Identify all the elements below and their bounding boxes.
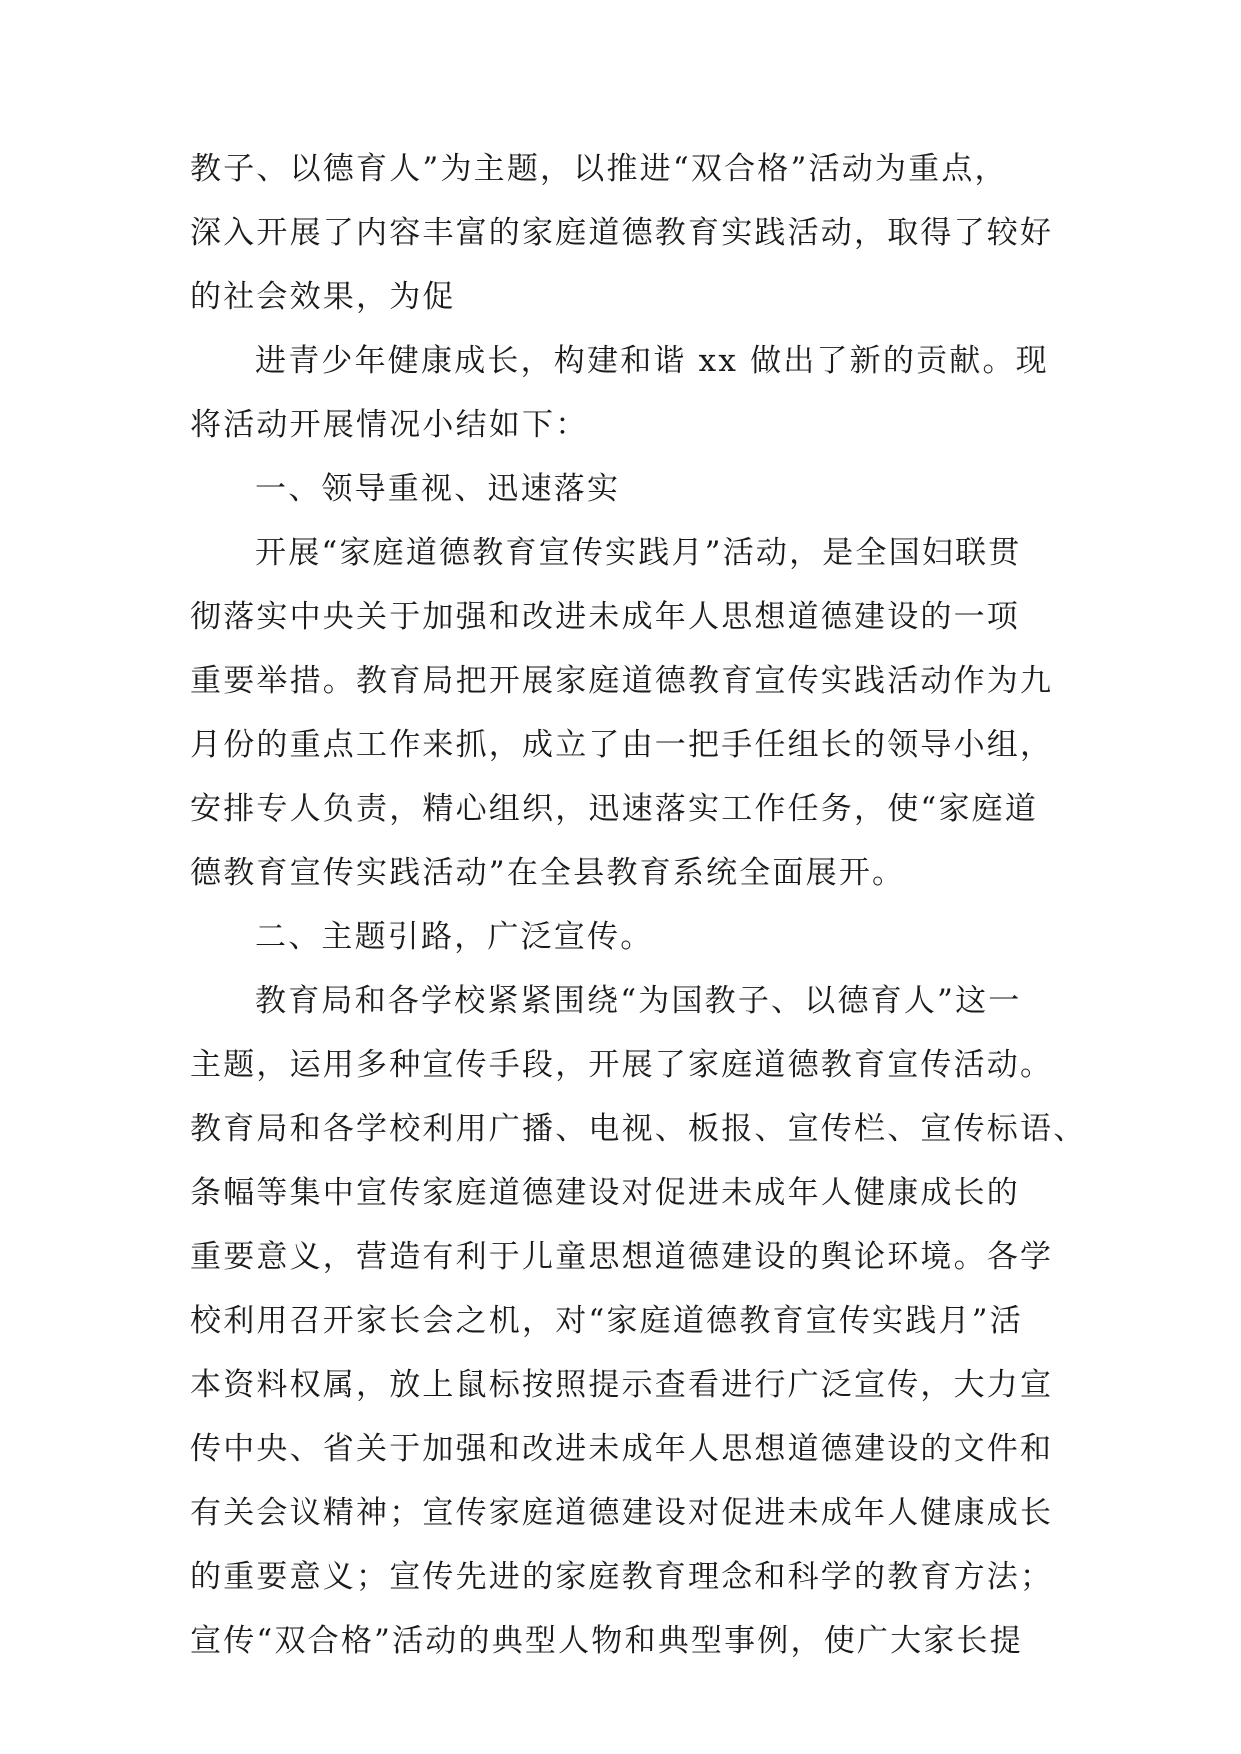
text-line: 传中央、省关于加强和改进未成年人思想道德建设的文件和 — [190, 1431, 1054, 1467]
text-line: 深入开展了内容丰富的家庭道德教育实践活动，取得了较好 — [190, 215, 1054, 251]
text-line: 重要举措。教育局把开展家庭道德教育宣传实践活动作为九 — [190, 663, 1054, 699]
text-line: 将活动开展情况小结如下： — [190, 407, 589, 443]
text-line: 教育局和各学校紧紧围绕“为国教子、以德育人”这一 — [255, 983, 1022, 1019]
section-heading: 二、主题引路，广泛宣传。 — [255, 919, 654, 955]
section-heading: 一、领导重视、迅速落实 — [255, 471, 621, 507]
text-line: 安排专人负责，精心组织，迅速落实工作任务，使“家庭道 — [190, 791, 1039, 827]
text-line: 德教育宣传实践活动”在全县教育系统全面展开。 — [190, 855, 906, 891]
text-line: 重要意义，营造有利于儿童思想道德建设的舆论环境。各学 — [190, 1239, 1054, 1275]
text-line: 的社会效果，为促 — [190, 279, 456, 315]
text-line: 教育局和各学校利用广播、电视、板报、宣传栏、宣传标语、 — [190, 1111, 1087, 1147]
text-line: 月份的重点工作来抓，成立了由一把手任组长的领导小组， — [190, 727, 1054, 763]
text-line: 教子、以德育人”为主题，以推进“双合格”活动为重点， — [190, 151, 1008, 187]
text-line: 彻落实中央关于加强和改进未成年人思想道德建设的一项 — [190, 599, 1020, 635]
text-line: 校利用召开家长会之机，对“家庭道德教育宣传实践月”活 — [190, 1303, 1023, 1339]
text-line: 宣传“双合格”活动的典型人物和典型事例，使广大家长提 — [190, 1623, 1023, 1659]
text-line: 条幅等集中宣传家庭道德建设对促进未成年人健康成长的 — [190, 1175, 1020, 1211]
text-line: 本资料权属，放上鼠标按照提示查看进行广泛宣传，大力宣 — [190, 1367, 1054, 1403]
text-line: 有关会议精神；宣传家庭道德建设对促进未成年人健康成长 — [190, 1495, 1054, 1531]
text-line: 主题，运用多种宣传手段，开展了家庭道德教育宣传活动。 — [190, 1047, 1054, 1083]
text-line: 开展“家庭道德教育宣传实践月”活动，是全国妇联贯 — [255, 535, 1022, 571]
text-line: 的重要意义；宣传先进的家庭教育理念和科学的教育方法； — [190, 1559, 1054, 1595]
text-line: 进青少年健康成长，构建和谐 xx 做出了新的贡献。现 — [255, 343, 1049, 379]
